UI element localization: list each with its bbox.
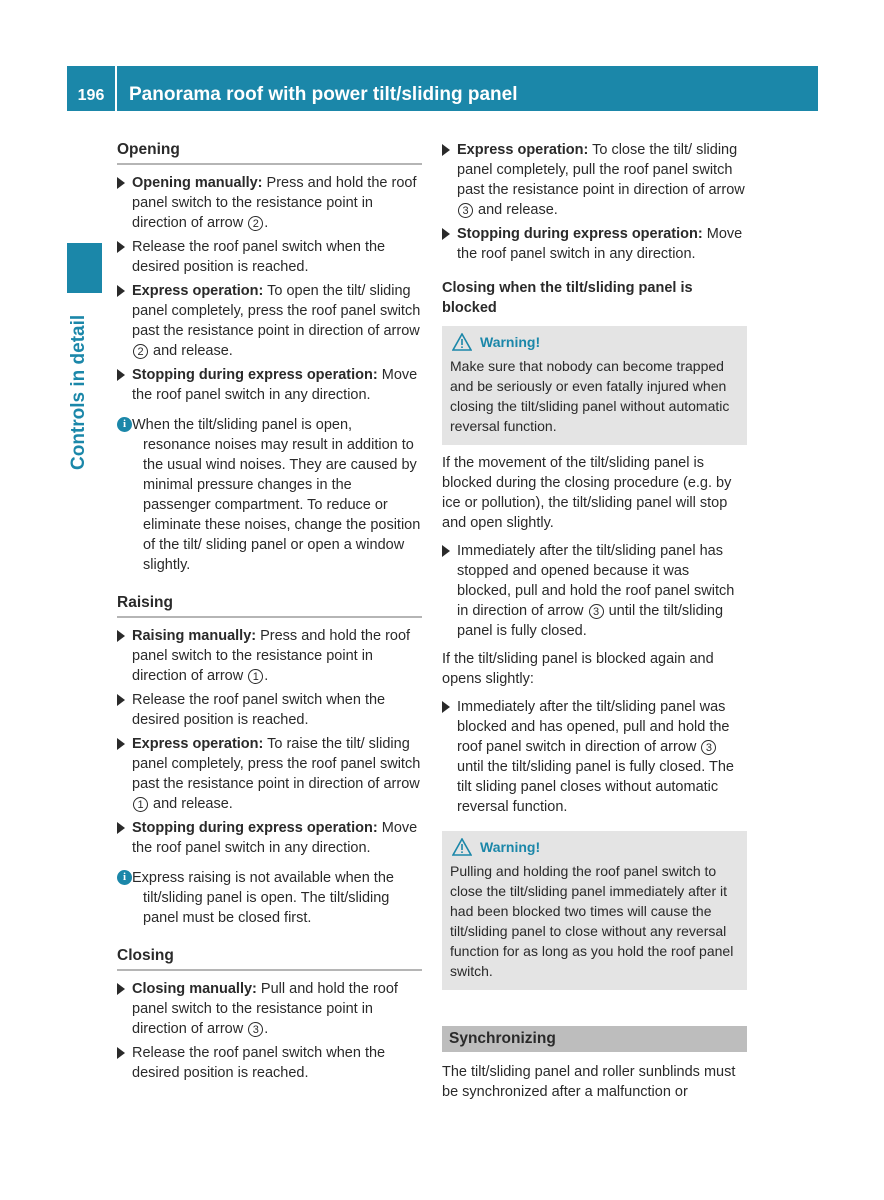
paragraph: The tilt/sliding panel and roller sunblinds must be synchronized after a malfunction or: [442, 1064, 736, 1100]
item-lead: Express operation:: [457, 142, 589, 158]
paragraph: If the tilt/sliding panel is blocked again and opens slightly:: [442, 651, 714, 687]
list-item: [117, 281, 422, 361]
warning-header: [450, 332, 739, 352]
item-text: .: [264, 1021, 269, 1037]
list-item: [442, 140, 747, 220]
item-lead: Opening manually:: [132, 175, 263, 191]
section-tab-marker: [67, 243, 102, 293]
item-text: To close the tilt/ sliding panel completely, pull the roof panel switch past the resistance point in direction of arrow: [457, 142, 745, 198]
info-icon: i: [117, 870, 132, 885]
warning-triangle-icon: [452, 838, 472, 856]
item-text: Press and hold the roof panel switch to the resistance point in direction of arrow: [132, 175, 417, 231]
arrow-number-icon: 3: [589, 604, 604, 619]
item-text: Move the roof panel switch in any direction.: [132, 367, 418, 403]
item-text: until the tilt/sliding panel is fully closed. The tilt sliding panel closes without automatic reversal function.: [457, 759, 734, 815]
bullet-arrow-icon: [117, 983, 125, 995]
item-text: Release the roof panel switch when the desired position is reached.: [132, 239, 386, 275]
item-text: and release.: [149, 796, 233, 812]
list-item: [117, 979, 422, 1039]
item-text: Release the roof panel switch when the desired position is reached.: [132, 692, 386, 728]
item-text: Press and hold the roof panel switch to the resistance point in direction of arrow: [132, 628, 411, 684]
section-heading-closing: Closing: [117, 946, 422, 971]
left-column: [117, 140, 422, 1087]
opening-steps: [117, 173, 422, 405]
item-lead: Closing manually:: [132, 981, 257, 997]
bullet-arrow-icon: [117, 177, 125, 189]
warning-box: [442, 831, 747, 990]
info-note-text: When the tilt/sliding panel is open, resonance noises may result in addition to the usual wind noises. They are caused by minimal pressure changes in the passenger compartment. To reduce or eliminate these noises, change the position of the tilt/ sliding panel or open a window slightly.: [132, 417, 421, 573]
warning-label: Warning!: [480, 334, 541, 350]
warning-text: Make sure that nobody can become trapped and be seriously or even fatally injured when closing the tilt/sliding panel without automatic reversal function.: [450, 358, 730, 434]
arrow-number-icon: 1: [248, 669, 263, 684]
list-item: [117, 365, 422, 405]
item-text: To open the tilt/ sliding panel completely, press the roof panel switch past the resistance point in direction of arrow: [132, 283, 421, 339]
list-item: [117, 626, 422, 686]
warning-label: Warning!: [480, 839, 541, 855]
item-lead: Raising manually:: [132, 628, 257, 644]
item-text: and release.: [474, 202, 558, 218]
bullet-arrow-icon: [117, 822, 125, 834]
arrow-number-icon: 2: [133, 344, 148, 359]
bullet-arrow-icon: [117, 738, 125, 750]
paragraph: If the movement of the tilt/sliding panel is blocked during the closing procedure (e.g. by ice or pollution), the tilt/sliding panel will stop and open slightly.: [442, 455, 732, 531]
section-heading-synchronizing: Synchronizing: [442, 1026, 747, 1052]
item-text: Move the roof panel switch in any direction.: [132, 820, 418, 856]
subheading-blocked: Closing when the tilt/sliding panel is blocked: [442, 280, 693, 316]
arrow-number-icon: 3: [701, 740, 716, 755]
arrow-number-icon: 3: [458, 203, 473, 218]
arrow-number-icon: 3: [248, 1022, 263, 1037]
bullet-arrow-icon: [117, 1047, 125, 1059]
list-item: [117, 690, 422, 730]
closing-steps-continued: [442, 140, 747, 264]
bullet-arrow-icon: [442, 144, 450, 156]
list-item: [117, 1043, 422, 1083]
bullet-arrow-icon: [117, 241, 125, 253]
section-side-label: Controls in detail: [68, 314, 89, 470]
bullet-arrow-icon: [117, 369, 125, 381]
page-number: 196: [67, 66, 115, 111]
warning-header: [450, 837, 739, 857]
list-item: [117, 818, 422, 858]
item-text: Pull and hold the roof panel switch to the resistance point in direction of arrow: [132, 981, 398, 1037]
item-text: and release.: [149, 343, 233, 359]
list-item: [442, 541, 747, 641]
closing-steps: [117, 979, 422, 1083]
info-note-text: Express raising is not available when the tilt/sliding panel is open. The tilt/sliding panel must be closed first.: [132, 870, 394, 926]
bullet-arrow-icon: [442, 228, 450, 240]
list-item: [117, 173, 422, 233]
section-heading-opening: Opening: [117, 140, 422, 165]
bullet-arrow-icon: [117, 630, 125, 642]
item-text: until the tilt/sliding panel is fully closed.: [457, 603, 724, 639]
arrow-number-icon: 2: [248, 216, 263, 231]
item-text: Release the roof panel switch when the desired position is reached.: [132, 1045, 386, 1081]
info-icon: i: [117, 417, 132, 432]
item-text: .: [264, 668, 269, 684]
list-item: [442, 224, 747, 264]
info-note: [117, 868, 422, 928]
right-column: [442, 140, 747, 1102]
item-text: Move the roof panel switch in any direction.: [457, 226, 743, 262]
info-note: [117, 415, 422, 575]
bullet-arrow-icon: [442, 701, 450, 713]
list-item: [117, 237, 422, 277]
item-lead: Stopping during express operation:: [457, 226, 703, 242]
list-item: [442, 697, 747, 817]
item-text: Immediately after the tilt/sliding panel has stopped and opened because it was blocked, pull and hold the roof panel switch in direction of arrow: [457, 543, 735, 619]
item-text: .: [264, 215, 269, 231]
raising-steps: [117, 626, 422, 858]
list-item: [117, 734, 422, 814]
page-title: Panorama roof with power tilt/sliding panel: [117, 66, 818, 111]
item-lead: Stopping during express operation:: [132, 820, 378, 836]
bullet-arrow-icon: [117, 694, 125, 706]
warning-box: [442, 326, 747, 445]
section-heading-raising: Raising: [117, 593, 422, 618]
item-lead: Express operation:: [132, 283, 264, 299]
bullet-arrow-icon: [117, 285, 125, 297]
item-text: To raise the tilt/ sliding panel completely, press the roof panel switch past the resistance point in direction of arrow: [132, 736, 421, 792]
item-lead: Stopping during express operation:: [132, 367, 378, 383]
warning-text: Pulling and holding the roof panel switch to close the tilt/sliding panel immediately after it had been blocked two times will cause the tilt/sliding panel to close without any reversal function for as long as you hold the roof panel switch.: [450, 863, 734, 979]
warning-triangle-icon: [452, 333, 472, 351]
bullet-arrow-icon: [442, 545, 450, 557]
item-text: Immediately after the tilt/sliding panel was blocked and has opened, pull and hold the roof panel switch in direction of arrow: [457, 699, 730, 755]
item-lead: Express operation:: [132, 736, 264, 752]
arrow-number-icon: 1: [133, 797, 148, 812]
